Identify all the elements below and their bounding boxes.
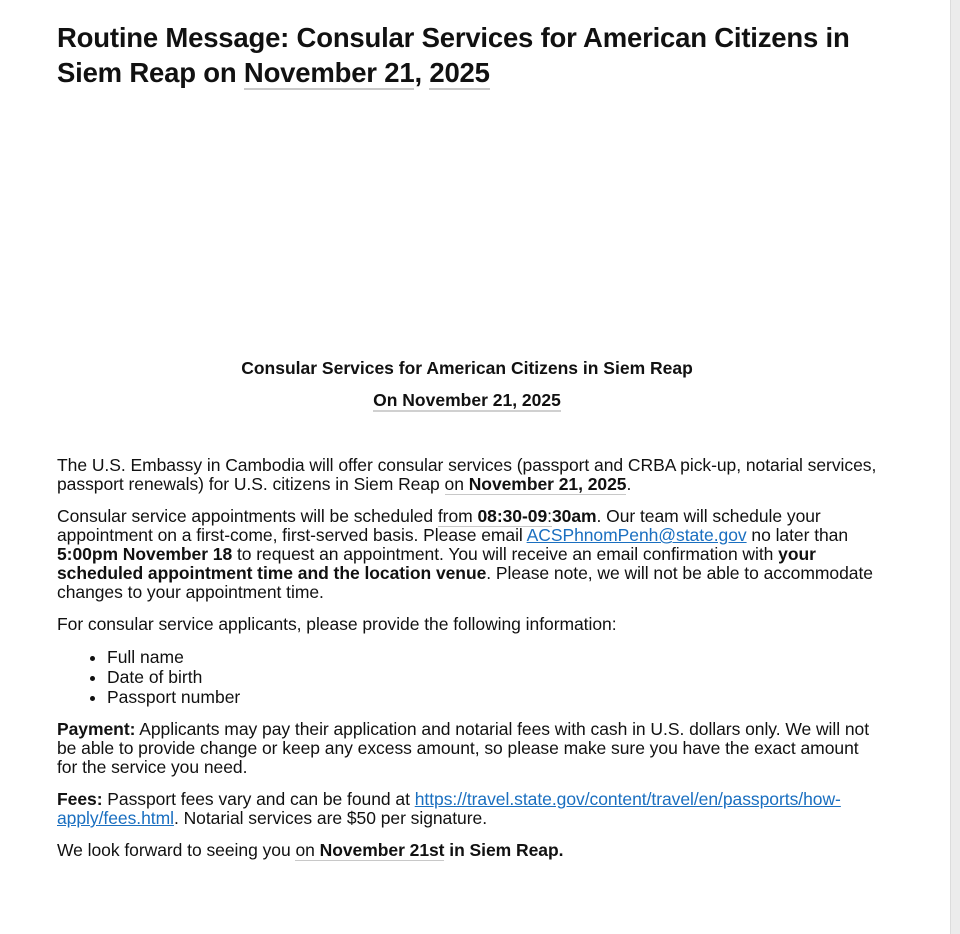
appointment-colon: : bbox=[547, 506, 552, 526]
appointment-text: Consular service appointments will be scheduled bbox=[57, 506, 438, 526]
appointment-time-start: 08:30-09 bbox=[477, 506, 548, 526]
closing-on: on bbox=[295, 840, 320, 860]
appointment-text-5: . Please note, we will not be able to accommodate changes to your appointment time. bbox=[57, 563, 873, 602]
deadline: 5:00pm November 18 bbox=[57, 544, 233, 564]
email-link[interactable]: ACSPhnomPenh@state.gov bbox=[526, 525, 747, 545]
info-list bbox=[57, 647, 877, 707]
appointment-from: from bbox=[437, 506, 478, 526]
scrollbar[interactable] bbox=[950, 0, 960, 934]
confirmation-bold: your scheduled appointment time and the location venue bbox=[57, 544, 816, 583]
intro-end: . bbox=[626, 474, 632, 494]
intro-on: on bbox=[444, 474, 469, 494]
subheading-date: On November 21, 2025 bbox=[373, 390, 561, 410]
list-item: • Full name bbox=[107, 647, 877, 667]
fees-text: Passport fees vary and can be found at bbox=[102, 789, 415, 809]
fees-link[interactable]: https://travel.state.gov/content/travel/en/passports/how-apply/fees.html bbox=[57, 789, 841, 828]
info-intro: For consular service applicants, please provide the following information: bbox=[57, 614, 617, 634]
list-item: • Passport number bbox=[107, 687, 877, 707]
appointment-paragraph bbox=[57, 507, 877, 602]
list-item: • Date of birth bbox=[107, 667, 877, 687]
document-page bbox=[57, 20, 877, 860]
page-title bbox=[57, 20, 877, 90]
closing-date: November 21st bbox=[319, 840, 445, 860]
appointment-text-3: no later than bbox=[746, 525, 849, 545]
fees-label: Fees: bbox=[57, 789, 103, 809]
title-comma: , bbox=[414, 57, 422, 88]
fees-paragraph bbox=[57, 790, 877, 828]
title-text: Routine Message: Consular Services for American Citizens in Siem Reap on bbox=[57, 22, 850, 88]
closing-end: in Siem Reap. bbox=[444, 840, 564, 860]
intro-paragraph bbox=[57, 456, 877, 494]
payment-text: Applicants may pay their application and notarial fees with cash in U.S. dollars only. We will not be able to provide change or keep any excess amount, so please make sure you have the exact amount for the service you need. bbox=[57, 719, 870, 777]
appointment-time-end: 30am bbox=[551, 506, 597, 526]
appointment-text-4: to request an appointment. You will receive an email confirmation with bbox=[232, 544, 779, 564]
closing-text: We look forward to seeing you bbox=[57, 840, 296, 860]
section-subheading bbox=[57, 384, 877, 416]
closing-paragraph bbox=[57, 841, 877, 860]
payment-label: Payment: bbox=[57, 719, 136, 739]
fees-text-2: . Notarial services are $50 per signature. bbox=[173, 808, 488, 828]
appointment-text-2: . Our team will schedule your appointment on a first-come, first-served basis. Please email bbox=[57, 506, 821, 545]
intro-date: November 21, 2025 bbox=[468, 474, 627, 494]
title-year: 2025 bbox=[429, 57, 490, 88]
payment-paragraph bbox=[57, 720, 877, 777]
title-date: November 21 bbox=[243, 57, 415, 88]
intro-text: The U.S. Embassy in Cambodia will offer consular services (passport and CRBA pick-up, notarial services, passport renewals) for U.S. citizens in Siem Reap bbox=[57, 455, 877, 494]
section-heading: Consular Services for American Citizens in Siem Reap bbox=[241, 358, 693, 378]
